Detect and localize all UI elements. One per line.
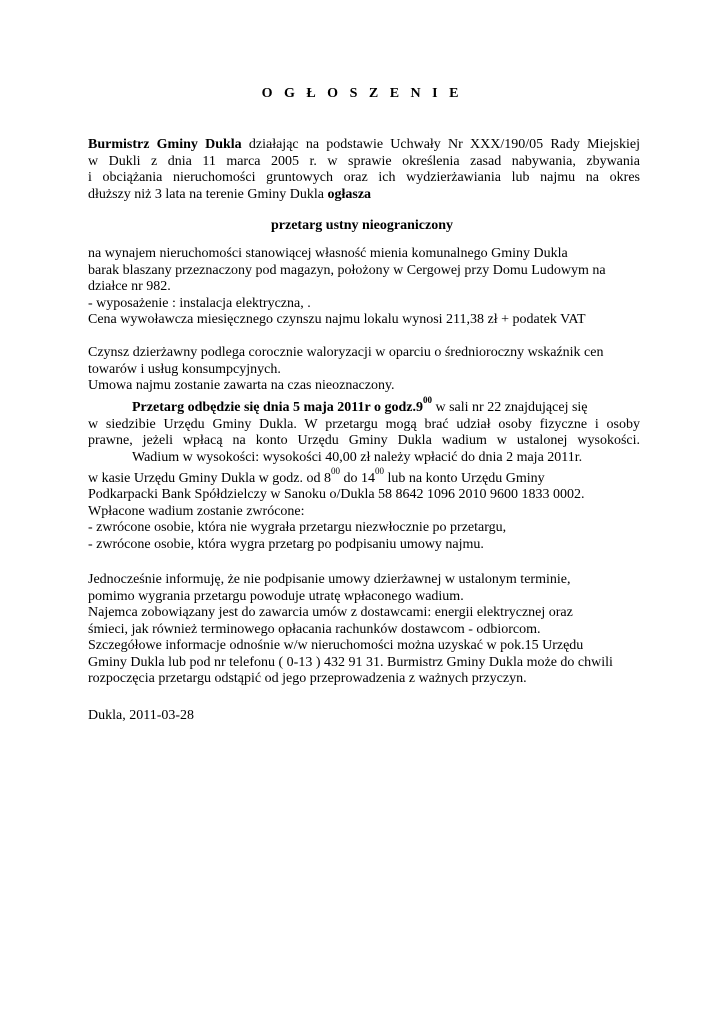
place-date: Dukla, 2011-03-28 (88, 708, 195, 723)
intro-line-4: dłuższy niż 3 lata na terenie Gminy Dukla ogłasza (88, 186, 372, 202)
info-paragraph (88, 572, 640, 688)
subject-line-1: na wynajem nieruchomości stanowiącej własność mienia komunalnego Gminy Dukla (88, 246, 568, 261)
subject-line-3: działce nr 982. (88, 279, 171, 294)
subject-paragraph (88, 246, 640, 329)
tender-type-heading: przetarg ustny nieograniczony (271, 218, 453, 233)
info-line-7: rozpoczęcia przetargu odstąpić od jego przeprowadzenia z ważnych przyczyn. (88, 671, 527, 686)
terms-line-3: Umowa najmu zostanie zawarta na czas nieoznaczony. (88, 378, 395, 393)
deposit-paragraph (88, 450, 640, 553)
terms-paragraph (88, 345, 640, 395)
subject-line-2: barak blaszany przeznaczony pod magazyn, położony w Cergowej przy Domu Ludowym na (88, 262, 606, 278)
info-line-1: Jednocześnie informuję, że nie podpisanie umowy dzierżawnej w ustalonym terminie, (88, 572, 571, 587)
intro-line-1: Burmistrz Gminy Dukla działając na podstawie Uchwały Nr XXX/190/05 Rady Miejskiej (88, 137, 640, 152)
subject-line-4: - wyposażenie : instalacja elektryczna, . (88, 295, 311, 311)
info-line-5: Szczegółowe informacje odnośnie w/w nieruchomości można uzyskać w pok.15 Urzędu (88, 638, 584, 653)
deposit-line-4: Wpłacone wadium zostanie zwrócone: (88, 503, 305, 519)
document-title: O G Ł O S Z E N I E (261, 86, 463, 101)
announces-word: ogłasza (327, 186, 372, 202)
info-line-2: pomimo wygrania przetargu powoduje utratę wpłaconego wadium. (88, 588, 464, 604)
intro-line-2: w Dukli z dnia 11 marca 2005 r. w sprawie określenia zasad nabywania, zbywania (88, 153, 640, 169)
deposit-line-2: w kasie Urzędu Gminy Dukla w godz. od $8^{00}$ do $14^{00}$ lub na konto Urzędu Gminy (88, 465, 545, 486)
subject-line-5: Cena wywoławcza miesięcznego czynszu najmu lokalu wynosi 211,38 zł + podatek VAT (88, 312, 586, 327)
info-line-4: śmieci, jak również terminowego opłacania rachunków dostawcom - odbiorcom. (88, 621, 541, 637)
deposit-line-3: Podkarpacki Bank Spółdzielczy w Sanoku o/Dukla 58 8642 1096 2010 9600 1833 0002. (88, 487, 585, 502)
intro-line-3: i obciążania nieruchomości gruntowych oraz ich wydzierżawiania lub najmu na okres (88, 170, 640, 185)
deposit-line-5: - zwrócone osobie, która nie wygrała przetargu niezwłocznie po przetargu, (88, 520, 507, 535)
terms-line-2: towarów i usług konsumpcyjnych. (88, 361, 281, 377)
tender-date-line-3: prawne, jeżeli wpłacą na konto Urzędu Gminy Dukla wadium w ustalonej wysokości. (88, 433, 640, 448)
intro-authority: Burmistrz Gminy Dukla (88, 137, 242, 152)
tender-date-paragraph (88, 395, 640, 450)
terms-line-1: Czynsz dzierżawny podlega corocznie waloryzacji w oparciu o średnioroczny wskaźnik cen (88, 345, 604, 360)
info-line-6: Gminy Dukla lub pod nr telefonu ( 0-13 ) 432 91 31. Burmistrz Gminy Dukla może do chwili (88, 654, 613, 670)
intro-paragraph (88, 137, 640, 203)
tender-date-line-1: Przetarg odbędzie się dnia 5 maja 2011r o $godz.9^{00}$ w sali nr 22 znajdującej się (132, 395, 588, 415)
tender-date-line-2: w siedzibie Urzędu Gminy Dukla. W przetargu mogą brać udział osoby fizyczne i osoby (88, 416, 640, 432)
deposit-line-1: Wadium w wysokości: wysokości 40,00 zł należy wpłacić do dnia 2 maja 2011r. (132, 450, 583, 465)
deposit-line-6: - zwrócone osobie, która wygra przetarg po podpisaniu umowy najmu. (88, 536, 484, 552)
hour-superscript: 00 (423, 395, 432, 406)
info-line-3: Najemca zobowiązany jest do zawarcia umów z dostawcami: energii elektrycznej oraz (88, 605, 573, 620)
